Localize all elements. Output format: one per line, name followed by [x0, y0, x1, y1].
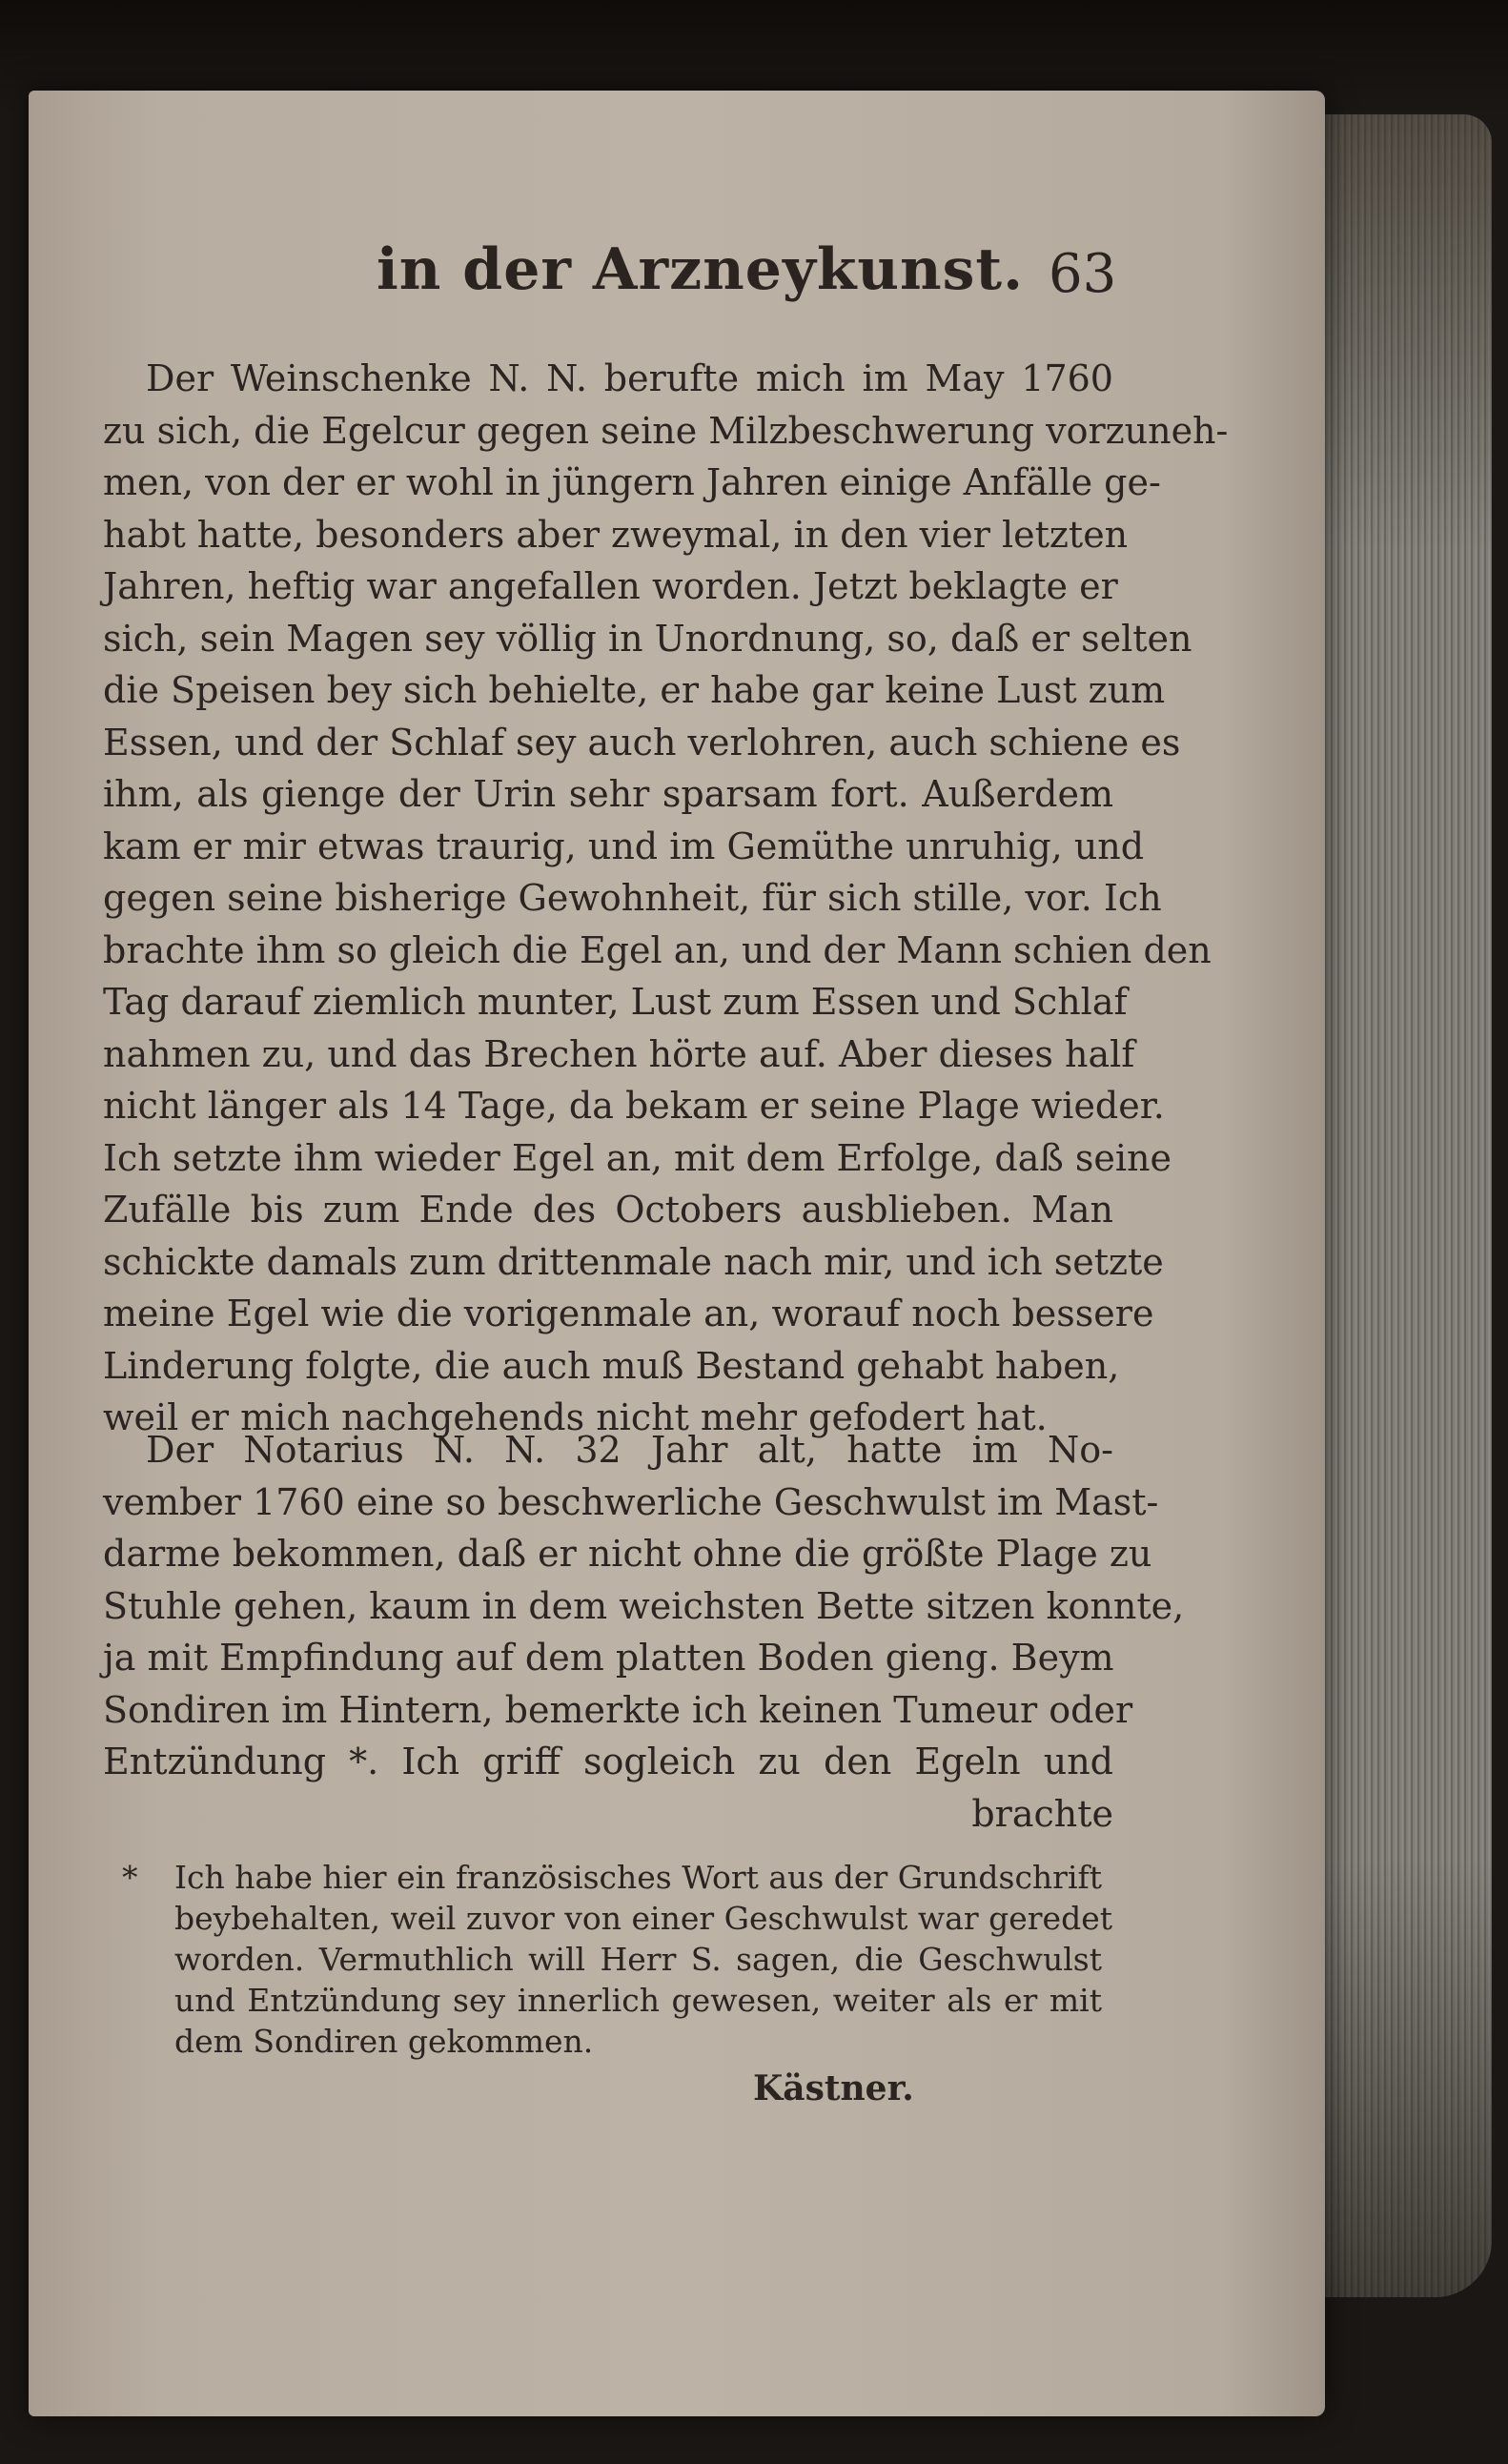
paragraph-notarius — [103, 1424, 1185, 1840]
footnote-line: und Entzündung sey innerlich gewesen, weiter als er mit — [174, 1982, 1102, 2019]
text-line: weil er mich nachgehends nicht mehr gefodert hat. — [103, 1396, 1048, 1438]
text-line: nahmen zu, und das Brechen hörte auf. Aber dieses half — [103, 1032, 1135, 1075]
text-line: Der Notarius N. N. 32 Jahr alt, hatte im No- — [146, 1429, 1113, 1471]
text-line: Sondiren im Hintern, bemerkte ich keinen Tumeur oder — [103, 1688, 1133, 1731]
page-number: 63 — [1049, 243, 1117, 305]
paragraph-weinschenke — [103, 353, 1229, 1444]
footnote-signature: Kästner. — [753, 2068, 914, 2108]
text-line: Jahren, heftig war angefallen worden. Jetzt beklagte er — [103, 565, 1118, 607]
text-line: vember 1760 eine so beschwerliche Geschwulst im Mast- — [103, 1480, 1159, 1523]
text-line: meine Egel wie die vorigenmale an, worauf noch bessere — [103, 1293, 1154, 1334]
text-line: men, von der er wohl in jüngern Jahren einige Anfälle ge- — [103, 461, 1161, 503]
text-line: brachte ihm so gleich die Egel an, und der Mann schien den — [103, 928, 1212, 971]
running-title: in der Arzneykunst. — [377, 236, 1025, 303]
text-line: kam er mir etwas traurig, und im Gemüthe unruhig, und — [103, 825, 1145, 867]
text-line: Zufälle bis zum Ende des Octobers ausblieben. Man — [103, 1189, 1113, 1231]
book-edge-shading — [1320, 114, 1492, 2297]
footnote-line: worden. Vermuthlich will Herr S. sagen, die Geschwulst — [174, 1941, 1102, 1978]
footnote-line: Ich habe hier ein französisches Wort aus der Grundschrift — [174, 1859, 1102, 1896]
text-line: Ich setzte ihm wieder Egel an, mit dem Erfolge, daß seine — [103, 1136, 1172, 1179]
text-line: die Speisen bey sich behielte, er habe gar keine Lust zum — [103, 669, 1166, 711]
text-line: schickte damals zum drittenmale nach mir, und ich setzte — [103, 1240, 1164, 1283]
footnote-line: dem Sondiren gekommen. — [174, 2023, 594, 2060]
text-line: Essen, und der Schlaf sey auch verlohren, auch schiene es — [103, 721, 1181, 764]
text-line: zu sich, die Egelcur gegen seine Milzbeschwerung vorzuneh- — [103, 409, 1229, 452]
text-line: ja mit Empfindung auf dem platten Boden gieng. Beym — [103, 1637, 1114, 1679]
text-line: habt hatte, besonders aber zweymal, in den vier letzten — [103, 513, 1129, 556]
text-line: nicht länger als 14 Tage, da bekam er seine Plage wieder. — [103, 1085, 1165, 1127]
text-line: Der Weinschenke N. N. berufte mich im May 1760 — [146, 357, 1113, 399]
text-line: darme bekommen, daß er nicht ohne die größte Plage zu — [103, 1533, 1152, 1575]
text-line: Tag darauf ziemlich munter, Lust zum Essen und Schlaf — [103, 981, 1128, 1023]
footnote — [122, 1857, 1112, 2062]
text-line: ihm, als gienge der Urin sehr sparsam fort. Außerdem — [103, 773, 1113, 815]
text-line: Stuhle gehen, kaum in dem weichsten Bette sitzen konnte, — [103, 1584, 1185, 1627]
text-line: gegen seine bisherige Gewohnheit, für sich stille, vor. Ich — [103, 877, 1162, 919]
footnote-marker: * — [122, 1859, 138, 1896]
footnote-line: beybehalten, weil zuvor von einer Geschwulst war geredet — [174, 1900, 1112, 1937]
text-line: sich, sein Magen sey völlig in Unordnung, so, daß er selten — [103, 617, 1192, 660]
text-line: Linderung folgte, die auch muß Bestand gehabt haben, — [103, 1344, 1120, 1387]
catchword: brachte — [971, 1792, 1113, 1835]
text-line: Entzündung *. Ich griff sogleich zu den Egeln und — [103, 1741, 1113, 1782]
